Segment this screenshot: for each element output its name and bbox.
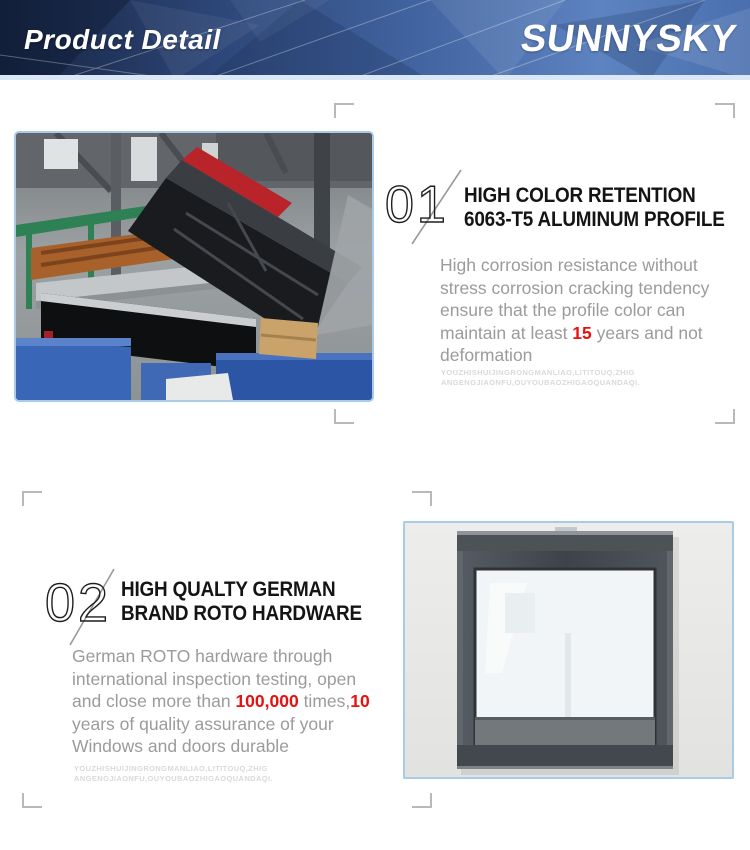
page-header: [0, 0, 750, 80]
watermark-line2: ANGENGJIAONFU,OUYOUBAOZHIGAOQUANDAQI.: [74, 774, 273, 783]
corner-bracket-bottom-right-icon: [715, 409, 735, 424]
corner-bracket-bottom-left-icon: [22, 793, 42, 808]
aluminum-profile-photo: [14, 131, 374, 402]
page-title: Product Detail: [24, 24, 221, 55]
pinyin-watermark: [74, 764, 273, 784]
corner-bracket-top-left-icon: [22, 491, 42, 506]
brand-logo: SUNNYSKY: [517, 18, 740, 60]
feature-body-text: [440, 254, 742, 367]
body-text-segment: German ROTO hardware through international inspection testing, open and close more than: [72, 646, 357, 711]
highlight-value: 100,000: [235, 691, 299, 711]
pinyin-watermark: [441, 368, 640, 388]
body-text-segment: years of quality assurance of your Windows and doors durable: [72, 713, 334, 756]
feature-heading: [464, 184, 725, 232]
body-text-segment: times,: [298, 691, 351, 711]
feature-heading-line1: HIGH COLOR RETENTION: [464, 184, 696, 207]
feature-number-01: [384, 166, 474, 248]
corner-bracket-top-left-icon: [334, 103, 354, 118]
corner-bracket-bottom-right-icon: [412, 793, 432, 808]
watermark-line2: ANGENGJIAONFU,OUYOUBAOZHIGAOQUANDAQI.: [441, 378, 640, 387]
feature-number-text: 01: [385, 176, 449, 234]
feature-heading-line1: HIGH QUALTY GERMAN: [121, 578, 336, 601]
feature-heading: [121, 578, 362, 626]
window-product-photo: [403, 521, 734, 779]
feature-number-text: 02: [45, 573, 112, 633]
watermark-line1: YOUZHISHUIJINGRONGMANLIAO,LITITOUQ,ZHIG: [74, 764, 268, 773]
body-text-segment: High corrosion resistance without stress corrosion cracking tendency ensure that the profile color can maintain at least: [440, 255, 710, 343]
feature-heading-line2: 6063-T5 ALUMINUM PROFILE: [464, 208, 725, 231]
highlight-value: 15: [572, 322, 592, 343]
feature-heading-line2: BRAND ROTO HARDWARE: [121, 602, 362, 625]
corner-bracket-bottom-left-icon: [334, 409, 354, 424]
corner-bracket-top-right-icon: [715, 103, 735, 118]
body-text-segment: years and not deformation: [440, 322, 703, 365]
highlight-value: 10: [350, 691, 370, 711]
feature-body-text: [72, 645, 390, 758]
watermark-line1: YOUZHISHUIJINGRONGMANLIAO,LITITOUQ,ZHIG: [441, 368, 635, 377]
corner-bracket-top-right-icon: [412, 491, 432, 506]
